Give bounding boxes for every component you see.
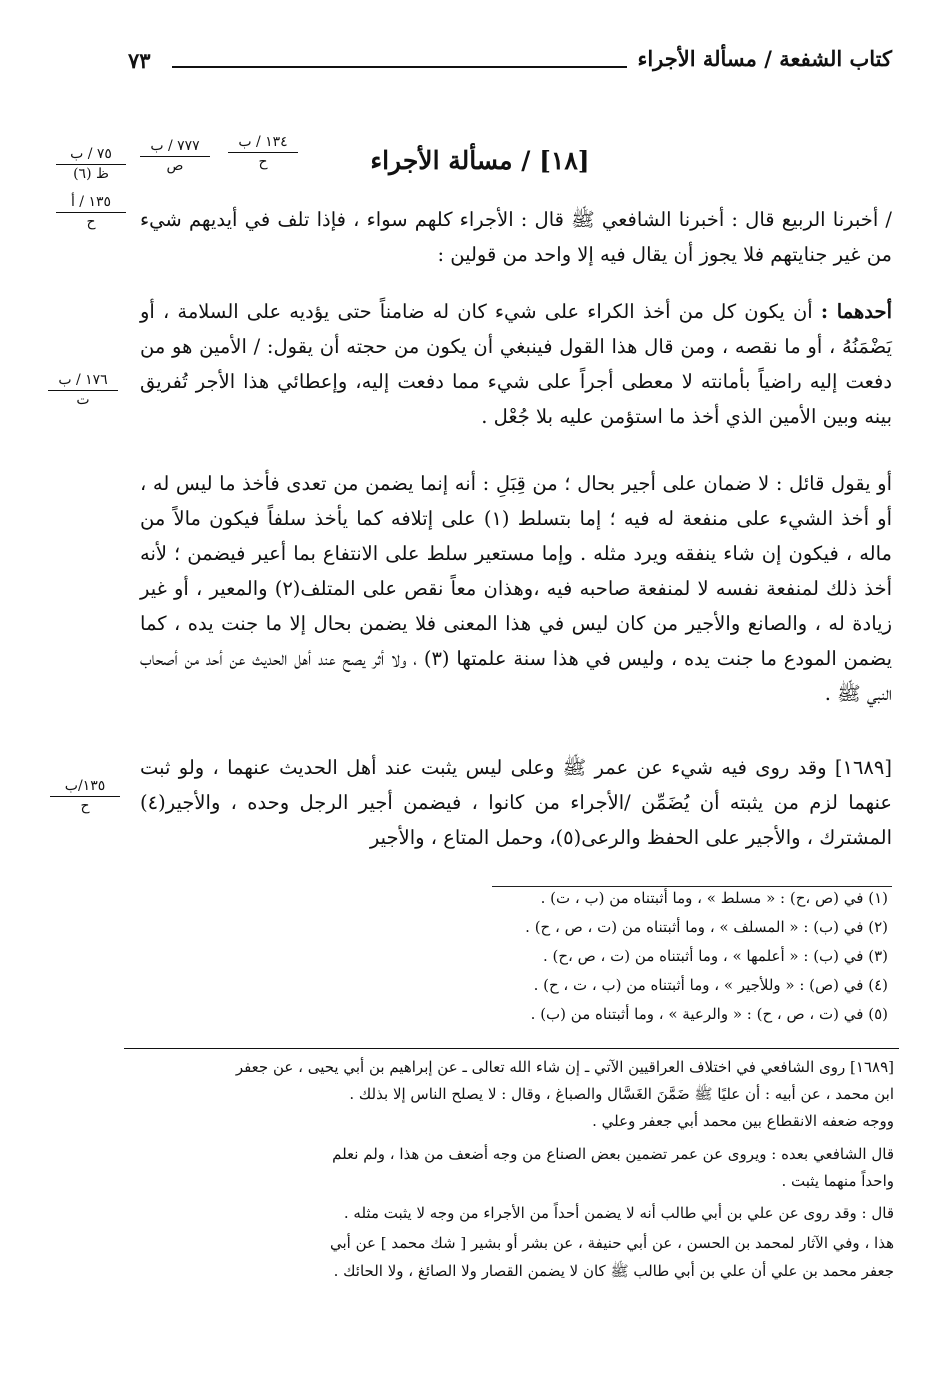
paragraph-lead: أحدهما : — [820, 300, 892, 323]
folio-ref-number: ١٣٤ / ب — [228, 134, 298, 153]
margin-ref-siglum: ظ (٦) — [73, 166, 109, 183]
folio-ref-h-134 — [228, 134, 298, 170]
margin-ref-t-176 — [48, 372, 118, 408]
paragraph-first-view — [140, 294, 892, 434]
margin-ref-siglum: ح — [86, 214, 96, 231]
header-rule — [172, 66, 627, 68]
margin-ref-siglum: ح — [80, 798, 90, 815]
margin-ref-number: ٧٥ / ب — [56, 146, 126, 165]
paragraph-second-view: أو يقول قائل : لا ضمان على أجير بحال ؛ من قِبَلِ : أنه إنما يضمن من تعدى فأخذ ما ليس له ، أو أخذ الشيء على منفعة له فيه ؛ إما بتسلط (١) على إتلافه كما يأخذ سلفاً فيكون مالاً من ماله ، فيكون إن شاء ينفقه ويرد مثله . وإما مستعير سلط على الانتفاع بما أعير فيضمن ؛ لأنه أخذ ذلك لمنفعة نفسه لا لمنفعة صاحبه فيه ،وهذان معاً نقص على المتلف(٢) والمعير ، أو غير زيادة له ، والصانع والأجير من كان ليس في هذا المعنى فلا يضمن بحال إلا ما جنت يده ، كما يضمن المودع ما جنت يده ، وليس في هذا سنة علمتها (٣) ، ولا أثر يصح عند أهل الحديث عن أحد من أصحاب النبي ﷺ . — [140, 472, 893, 705]
footnote: (١) في (ص ،ح) : « مسلط » ، وما أثبتناه من (ب ، ت) . — [540, 889, 888, 907]
paragraph-intro: / أخبرنا الربيع قال : أخبرنا الشافعي ﷺ قال : الأجراء كلهم سواء ، فإذا تلف في أيديهم شيء من غير جنايتهم فلا يجوز أن يقال فيه إلا واحد من قولين : — [140, 208, 892, 266]
margin-ref-z-75 — [56, 146, 126, 182]
running-header-title: كتاب الشفعة / مسألة الأجراء — [637, 46, 892, 71]
commentary-line: قال : وقد روى عن علي بن أبي طالب أنه لا يضمن أحداً من الأجراء من وجه لا يثبت مثله . — [343, 1204, 894, 1222]
margin-ref-number: ١٣٥ / أ — [56, 194, 126, 213]
margin-ref-siglum: ت — [76, 392, 90, 409]
paragraph-text: أن يكون كل من أخذ الكراء على شيء كان له ضامناً حتى يؤديه على السلامة ، أو يَضْمَنُهُ ، أو ما نقصه ، ومن قال هذا القول فينبغي أن يكون من حجته أن يقول: / الأمين هو من دفعت إليه راضياً بأمانته لا معطى أجراً على شيء مما دفعت إليه، وإعطائي هذا الأجر تُفريق بينه وبين الأمين الذي أخذ ما استؤمن عليه بلا جُعْل . — [140, 300, 892, 428]
footnote: (٣) في (ب) : « أعلمها » ، وما أثبتناه من (ت ، ص ،ح) . — [542, 947, 888, 965]
commentary-line: جعفر محمد بن علي أن علي بن أبي طالب ﷺ كان لا يضمن القصار ولا الصائغ ، ولا الحائك . — [333, 1262, 894, 1280]
commentary-line: قال الشافعي بعده : ويروى عن عمر تضمين بعض الصناع من وجه أضعف من هذا ، ولم نعلم — [332, 1145, 894, 1163]
paragraph-1689: [١٦٨٩] وقد روى فيه شيء عن عمر ﷺ وعلى ليس يثبت عند أهل الحديث عنهما ، ولو ثبت عنهما لزم من يثبته أن يُضَمِّن /الأجراء من كانوا ، فيضمن أجير الرجل وحده ، والأجير(٤) المشترك ، والأجير على الحفظ والرعى(٥)، وحمل المتاع ، والأجير — [140, 756, 892, 849]
folio-ref-number: ٧٧٧ / ب — [140, 138, 210, 157]
commentary-separator — [124, 1048, 899, 1049]
commentary-line: [١٦٨٩] روى الشافعي في اختلاف العراقيين الآتي ـ إن شاء الله تعالى ـ عن إبراهيم بن أبي يحيى ، عن جعفر — [235, 1058, 894, 1076]
margin-ref-h-135b — [50, 778, 120, 814]
footnote: (٤) في (ص) : « وللأجير » ، وما أثبتناه من (ب ، ت ، ح) . — [533, 976, 888, 994]
commentary-line: هذا ، وفي الآثار لمحمد بن الحسن ، عن أبي حنيفة ، عن بشر أو بشير [ شك محمد ] عن أبي — [329, 1234, 894, 1252]
folio-ref-siglum: ح — [258, 154, 268, 171]
footnote: (٢) في (ب) : « المسلف » ، وما أثبتناه من (ت ، ص ، ح) . — [525, 918, 888, 936]
body-text — [140, 466, 892, 711]
footnote: (٥) في (ت ، ص ، ح) : « والرعية » ، وما أثبتناه من (ب) . — [530, 1005, 888, 1023]
margin-ref-number: ١٣٥/ب — [50, 778, 120, 797]
commentary-line: ابن محمد ، عن أبيه : أن عليًا ﷺ ضَمَّنَ الغَسَّال والصباغ ، وقال : لا يصلح الناس إلا بذلك . — [349, 1085, 894, 1103]
margin-ref-number: ١٧٦ / ب — [48, 372, 118, 391]
body-text — [140, 750, 892, 855]
folio-ref-siglum: ص — [166, 158, 184, 175]
commentary-line: واحداً منهما يثبت . — [781, 1172, 894, 1190]
folio-ref-s-777 — [140, 138, 210, 174]
margin-ref-h-135a — [56, 194, 126, 230]
body-text — [140, 202, 892, 272]
page-number: ٧٣ — [128, 48, 151, 73]
chapter-heading: [١٨] / مسألة الأجراء — [370, 146, 590, 175]
body-text — [140, 294, 892, 434]
commentary-line: ووجه ضعفه الانقطاع بين محمد أبي جعفر وعلي . — [592, 1112, 894, 1130]
